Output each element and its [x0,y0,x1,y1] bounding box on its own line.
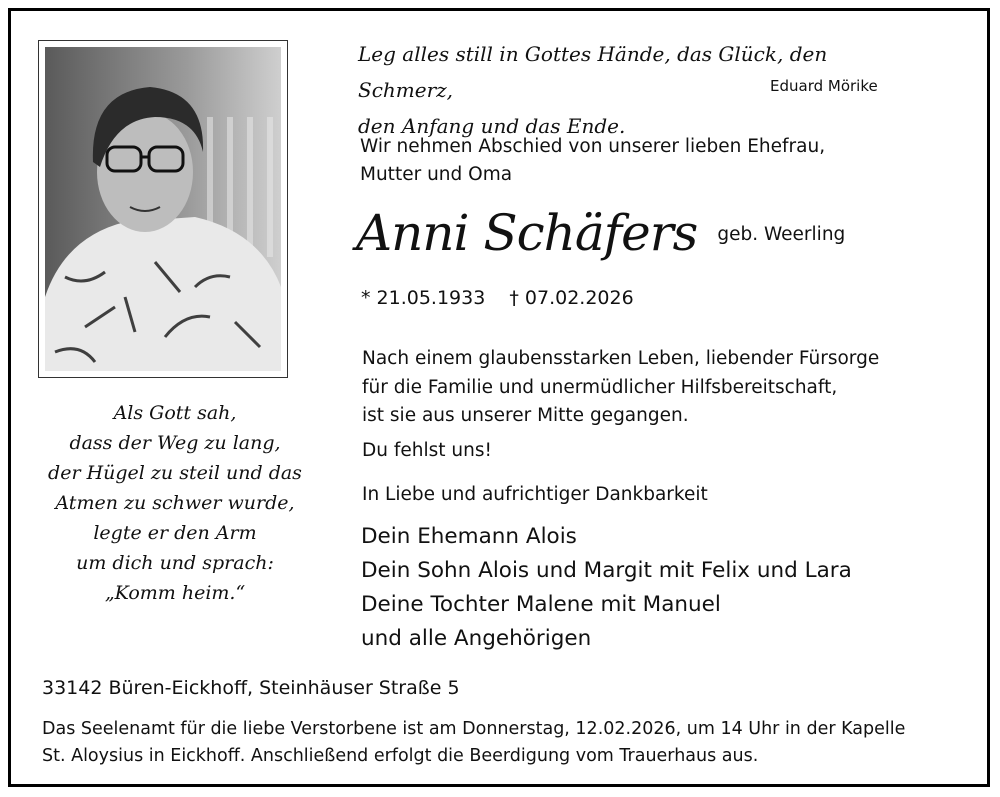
life-dates [361,287,634,309]
birth-date: * 21.05.1933 [361,287,486,309]
tribute-line: Nach einem glaubensstarken Leben, liebender Fürsorge [362,348,880,369]
poem-line: legte er den Arm [93,522,257,544]
quote-line: den Anfang und das Ende. [358,114,626,138]
mourner-entry: Dein Sohn Alois und Margit mit Felix und Lara [361,558,852,583]
intro-line: Mutter und Oma [360,164,513,185]
portrait-photo [45,47,281,371]
mourners-list [361,520,852,656]
portrait-frame [38,40,288,378]
intro-line: Wir nehmen Abschied von unserer lieben Ehefrau, [360,136,826,157]
maiden-name: geb. Weerling [717,224,846,245]
portrait-illustration [45,47,281,371]
poem-line: dass der Weg zu lang, [69,432,281,454]
service-line: Das Seelenamt für die liebe Verstorbene ist am Donnerstag, 12.02.2026, um 14 Uhr in der Kapelle [42,719,906,739]
quote-author: Eduard Mörike [770,77,878,95]
tribute-line: ist sie aus unserer Mitte gegangen. [362,405,689,426]
mourner-entry: und alle Angehörigen [361,626,592,651]
service-line: St. Aloysius in Eickhoff. Anschließend erfolgt die Beerdigung vom Trauerhaus aus. [42,746,759,766]
poem-line: der Hügel zu steil und das [48,462,302,484]
poem-line: Atmen zu schwer wurde, [55,492,295,514]
farewell-intro [360,133,960,189]
deceased-name-row [356,204,845,274]
mourner-entry: Dein Ehemann Alois [361,524,577,549]
tribute-text [362,345,962,431]
mourning-address: 33142 Büren-Eickhoff, Steinhäuser Straße 5 [42,677,460,699]
tribute-line: für die Familie und unermüdlicher Hilfsbereitschaft, [362,376,838,398]
missed-line: Du fehlst uns! [362,440,492,461]
poem [30,398,320,608]
mourner-entry: Deine Tochter Malene mit Manuel [361,592,721,617]
poem-line: „Komm heim.“ [104,582,246,604]
service-info [42,716,972,770]
mourners-heading: In Liebe und aufrichtiger Dankbarkeit [362,484,708,505]
poem-line: Als Gott sah, [113,402,237,424]
poem-line: um dich und sprach: [76,552,274,574]
death-date: † 07.02.2026 [509,287,634,309]
quote-line: Leg alles still in Gottes Hände, das Glück, den Schmerz, [358,42,828,102]
deceased-name: Anni Schäfers [356,204,698,262]
